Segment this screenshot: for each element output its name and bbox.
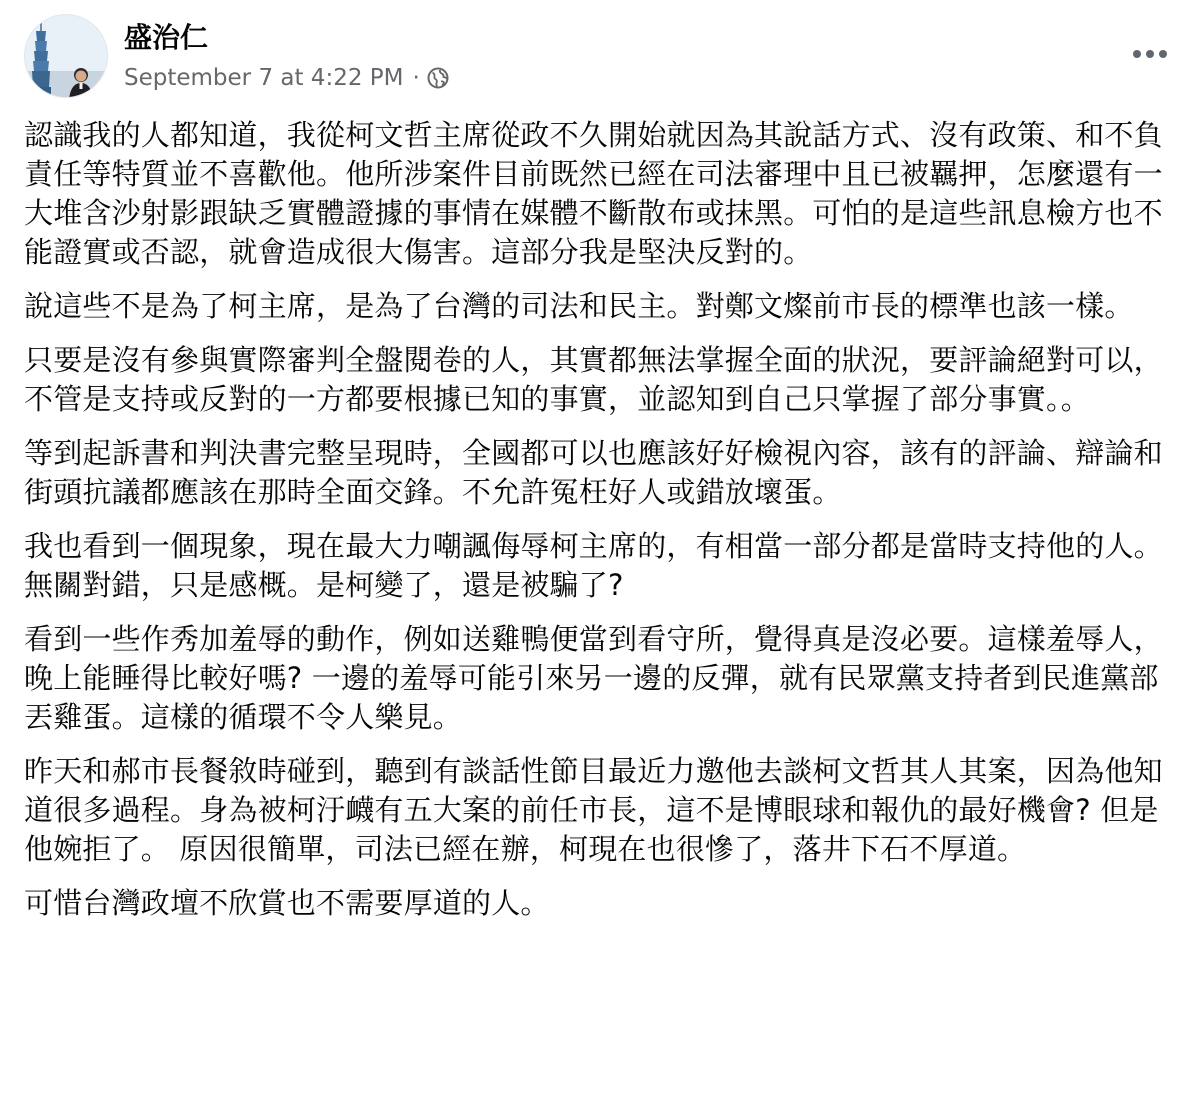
post-header bbox=[24, 14, 1176, 104]
meta-separator: · bbox=[412, 65, 420, 91]
more-options-icon bbox=[1132, 49, 1168, 59]
author-name[interactable]: 盛治仁 bbox=[124, 21, 209, 54]
post-body bbox=[24, 116, 1169, 938]
post-paragraph: 說這些不是為了柯主席，是為了台灣的司法和民主。對鄭文燦前市長的標準也該一樣。 bbox=[24, 289, 1134, 323]
post-paragraph: 我也看到一個現象，現在最大力嘲諷侮辱柯主席的，有相當一部分都是當時支持他的人。無關對錯，只是感概。是柯變了，還是被騙了? bbox=[24, 529, 1163, 602]
post-paragraph: 昨天和郝市長餐敘時碰到，聽到有談話性節目最近力邀他去談柯文哲其人其案，因為他知道很多過程。身為被柯汙衊有五大案的前任市長，這不是博眼球和報仇的最好機會? 但是他婉拒了。 原因很簡單，司法已經在辦，柯現在也很慘了，落井下石不厚道。 bbox=[24, 754, 1163, 866]
post-paragraph: 看到一些作秀加羞辱的動作，例如送雞鴨便當到看守所，覺得真是沒必要。這樣羞辱人，晚上能睡得比較好嗎? 一邊的羞辱可能引來另一邊的反彈，就有民眾黨支持者到民進黨部丟雞蛋。這樣的循環不令人樂見。 bbox=[24, 622, 1163, 734]
post-paragraph: 等到起訴書和判決書完整呈現時，全國都可以也應該好好檢視內容，該有的評論、辯論和街頭抗議都應該在那時全面交鋒。不允許冤枉好人或錯放壞蛋。 bbox=[24, 436, 1163, 509]
post-timestamp[interactable]: September 7 at 4:22 PM bbox=[124, 65, 404, 91]
globe-icon[interactable] bbox=[427, 67, 449, 89]
more-options-button[interactable] bbox=[1130, 42, 1170, 66]
post-paragraph: 認識我的人都知道，我從柯文哲主席從政不久開始就因為其說話方式、沒有政策、和不負責任等特質並不喜歡他。他所涉案件目前既然已經在司法審理中且已被羈押，怎麼還有一大堆含沙射影跟缺乏實體證據的事情在媒體不斷散布或抹黑。可怕的是這些訊息檢方也不能證實或否認，就會造成很大傷害。這部分我是堅決反對的。 bbox=[24, 118, 1163, 269]
post-paragraph: 只要是沒有參與實際審判全盤閱卷的人，其實都無法掌握全面的狀況，要評論絕對可以，不管是支持或反對的一方都要根據已知的事實，並認知到自己只掌握了部分事實。。 bbox=[24, 343, 1163, 416]
taipei-101-avatar-icon bbox=[25, 15, 108, 98]
post-meta bbox=[124, 62, 449, 94]
post-paragraph: 可惜台灣政壇不欣賞也不需要厚道的人。 bbox=[24, 886, 550, 920]
author-avatar[interactable] bbox=[24, 14, 108, 98]
